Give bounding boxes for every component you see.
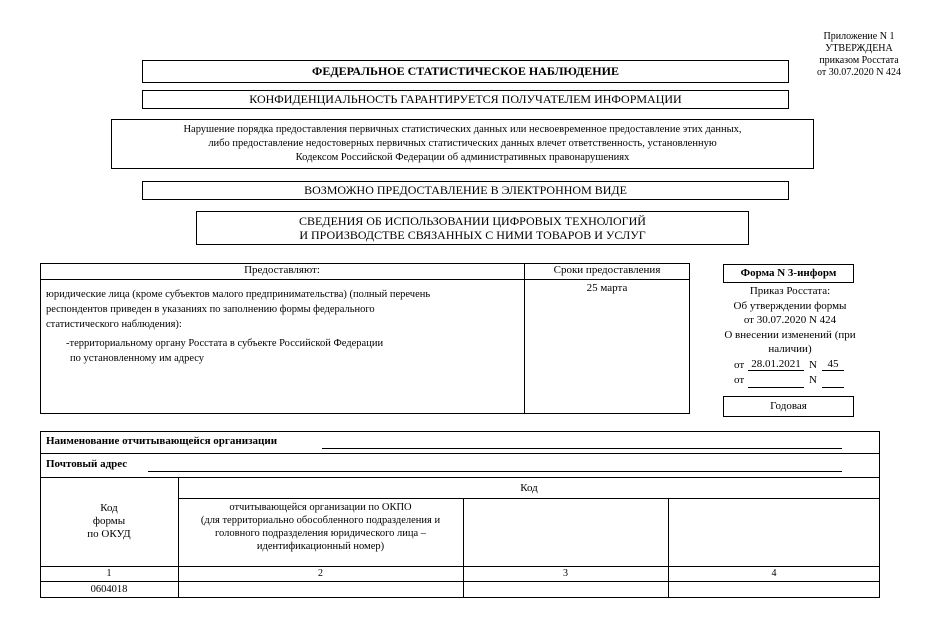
okud-line: по ОКУД (87, 528, 131, 540)
warning-line: либо предоставление недостоверных первичных статистических данных влечет ответственность, установленную (208, 138, 717, 149)
amendment-from-label: от (734, 374, 745, 386)
appendix-line: от 30.07.2020 N 424 (817, 67, 901, 78)
column-number: 4 (771, 568, 777, 579)
providers-line: респондентов приведен в указаниях по заполнению формы федерального (46, 304, 375, 315)
grid-h-line-code (178, 498, 880, 499)
warning-box (111, 119, 814, 169)
providers-text (46, 287, 521, 366)
periodicity-box (723, 396, 854, 417)
federal-observation-box (142, 60, 789, 83)
okpo-line: (для территориально обособленного подразделения и (200, 515, 441, 526)
amendment-n-label: N (809, 374, 817, 386)
form-title-line: СВЕДЕНИЯ ОБ ИСПОЛЬЗОВАНИИ ЦИФРОВЫХ ТЕХНОЛОГИЙ (299, 214, 646, 228)
amendment-date-blank (748, 387, 804, 388)
appendix-block (800, 31, 918, 79)
form-name: Форма N 3-информ (740, 267, 837, 279)
confidentiality-text: КОНФИДЕНЦИАЛЬНОСТЬ ГАРАНТИРУЕТСЯ ПОЛУЧАТЕЛЕМ ИНФОРМАЦИИ (249, 92, 682, 106)
okpo-value-cell[interactable] (179, 582, 462, 597)
org-name-divider (40, 453, 880, 454)
code-col4-value-cell[interactable] (669, 582, 879, 597)
appendix-line: УТВЕРЖДЕНА (825, 43, 893, 54)
code-header: Код (520, 482, 538, 494)
warning-line: Нарушение порядка предоставления первичных статистических данных или несвоевременное предоставление этих данных, (183, 124, 742, 135)
amendment-n-label: N (809, 359, 817, 371)
deadlines-header: Сроки предоставления (553, 264, 661, 276)
providers-header: Предоставляют: (244, 264, 320, 276)
warning-line: Кодексом Российской Федерации об административных правонарушениях (295, 152, 630, 163)
org-address-divider (40, 477, 880, 478)
submission-header-divider (40, 279, 690, 280)
okud-line: формы (92, 515, 126, 527)
code-col3-value-cell[interactable] (464, 582, 667, 597)
order-block (710, 284, 870, 357)
confidentiality-box (142, 90, 789, 109)
approval-line: Об утверждении формы (733, 299, 847, 312)
amendment-date: 28.01.2021 (748, 358, 804, 371)
org-name-label: Наименование отчитывающейся организации (46, 435, 278, 447)
order-title: Приказ Росстата: (749, 285, 831, 297)
appendix-line: приказом Росстата (819, 55, 899, 66)
okud-value: 0604018 (90, 584, 128, 595)
appendix-line: Приложение N 1 (823, 31, 895, 42)
providers-line: статистического наблюдения): (46, 319, 182, 330)
form-title-box (196, 211, 749, 245)
form-name-box (723, 264, 854, 283)
providers-line: -территориальному органу Росстата в субъекте Российской Федерации (66, 338, 384, 349)
okpo-header (178, 501, 463, 553)
periodicity: Годовая (770, 400, 807, 412)
electronic-box (142, 181, 789, 200)
approval-line: от 30.07.2020 N 424 (743, 314, 837, 326)
changes-line: наличии) (768, 343, 812, 355)
okud-header (40, 502, 178, 541)
amendment-number-blank (822, 387, 844, 388)
org-address-field[interactable] (148, 471, 842, 472)
org-name-field[interactable] (322, 448, 842, 449)
providers-line: юридические лица (кроме субъектов малого предпринимательства) (полный перечень (46, 289, 431, 300)
org-address-label: Почтовый адрес (46, 458, 128, 470)
okpo-line: отчитывающейся организации по ОКПО (229, 502, 412, 513)
deadline-value: 25 марта (586, 282, 628, 294)
amendment-from-label: от (734, 359, 745, 371)
column-number: 3 (563, 568, 568, 579)
okud-line: Код (100, 502, 118, 514)
amendment-number: 45 (822, 358, 844, 371)
providers-line: по установленному им адресу (70, 353, 205, 364)
federal-observation-text: ФЕДЕРАЛЬНОЕ СТАТИСТИЧЕСКОЕ НАБЛЮДЕНИЕ (312, 64, 619, 78)
changes-line: О внесении изменений (при (724, 328, 856, 341)
okpo-line: идентификационный номер) (256, 541, 385, 552)
column-number: 2 (318, 568, 323, 579)
okpo-line: головного подразделения юридического лица – (214, 528, 427, 539)
column-number: 1 (106, 568, 112, 579)
form-title-line: И ПРОИЗВОДСТВЕ СВЯЗАННЫХ С НИМИ ТОВАРОВ И УСЛУГ (299, 228, 646, 242)
electronic-text: ВОЗМОЖНО ПРЕДОСТАВЛЕНИЕ В ЭЛЕКТРОННОМ ВИДЕ (304, 183, 627, 197)
